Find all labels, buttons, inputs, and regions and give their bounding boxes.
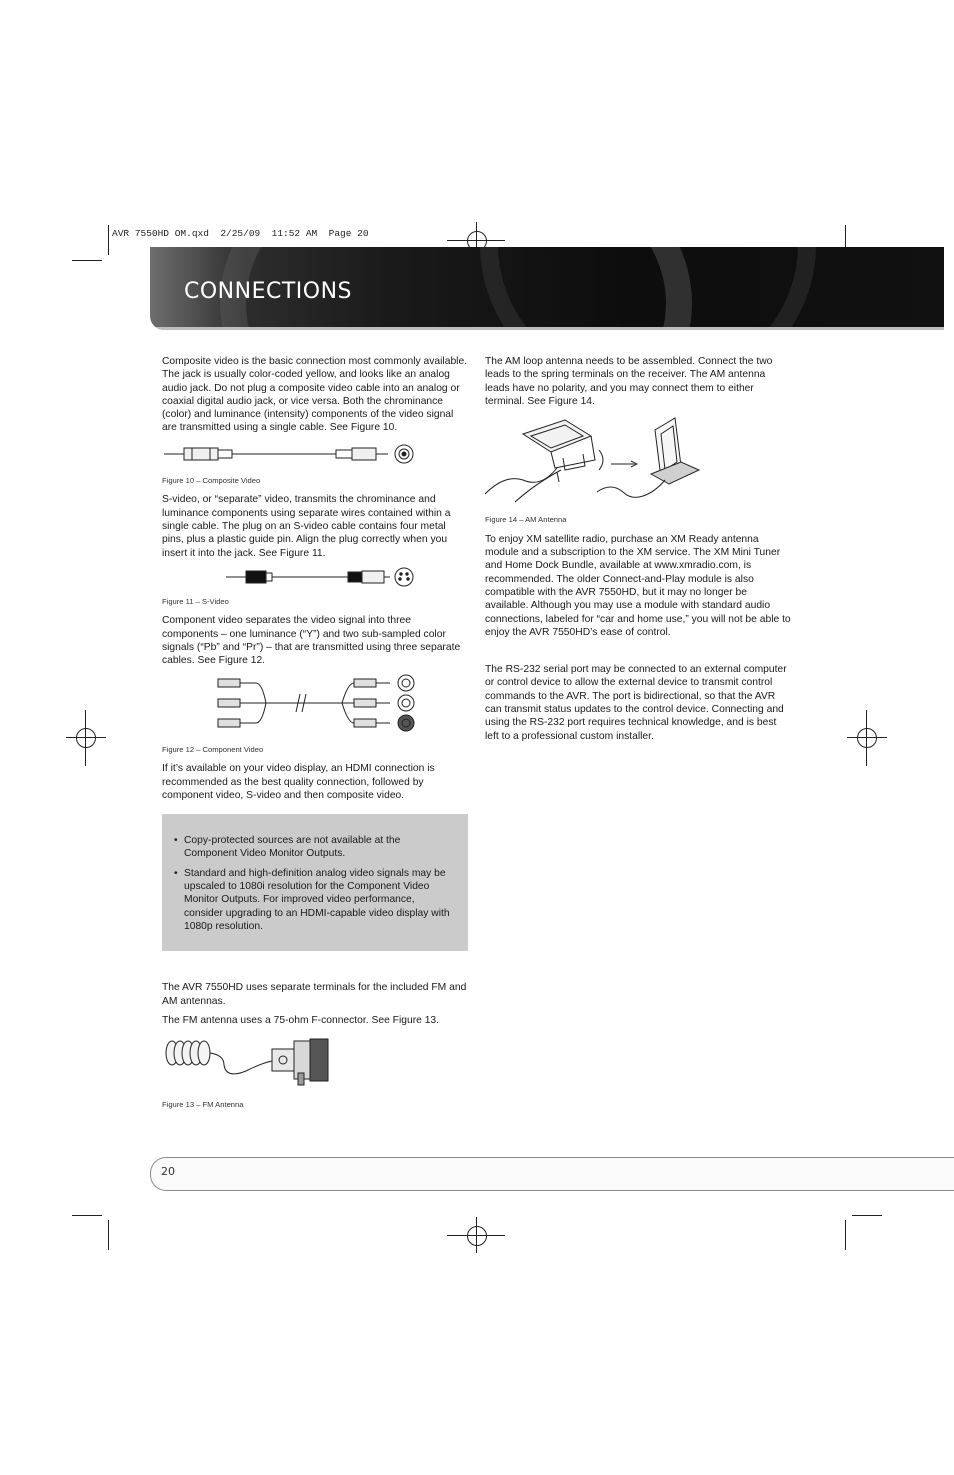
notes-box [162, 814, 468, 951]
figure-14-caption: Figure 14 – AM Antenna [485, 515, 567, 525]
composite-cable-illustration [162, 441, 468, 467]
figure-11-caption: Figure 11 – S-Video [162, 597, 229, 607]
section-title: CONNECTIONS [184, 279, 353, 304]
crop-mark [852, 1215, 882, 1216]
fm-antenna-illustration [162, 1033, 468, 1091]
svideo-paragraph: S-video, or “separate” video, transmits the chrominance and luminance components using separate wires contained within a single cable. The plug on an S-video cable contains four metal pins, plus a plastic guide pin. Align the plug correctly when you insert it into the jack. See Figure 11. [162, 494, 451, 559]
figure-12-caption: Figure 12 – Component Video [162, 744, 264, 754]
registration-line [476, 1217, 477, 1253]
figure-11-svideo [162, 566, 468, 592]
fm-antenna-paragraph: The FM antenna uses a 75-ohm F-connector. See Figure 13. [162, 1014, 440, 1026]
registration-line [66, 737, 106, 738]
figure-14-am-antenna [485, 414, 791, 510]
figure-12-component-video [162, 674, 468, 740]
crop-mark [72, 260, 102, 261]
registration-line [847, 737, 887, 738]
rs232-paragraph: The RS-232 serial port may be connected to an external computer or control device to allow the external device to transmit control commands to the AVR. The port is bidirectional, so that the AVR can transmit status updates to the control device. Connecting and using the RS-232 port requires technical knowledge, and is best left to a professional custom installer. [485, 664, 787, 742]
figure-13-caption: Figure 13 – FM Antenna [162, 1100, 244, 1110]
section-header-band [150, 247, 944, 330]
page-number: 20 [161, 1165, 175, 1178]
component-video-paragraph: Component video separates the video signal into three components – one luminance (“Y”) and two sub-sampled color signals (“Pb” and “Pr”) – that are transmitted using three separate cables. See Figure 12. [162, 615, 461, 667]
print-slug-line: AVR 7550HD OM.qxd 2/25/09 11:52 AM Page 20 [112, 228, 369, 239]
composite-video-paragraph: Composite video is the basic connection most commonly available. The jack is usually color-coded yellow, and looks like an analog audio jack. Do not plug a composite video cable into an analog or coaxial digital audio jack, or vice versa. Both the chrominance (color) and luminance (intensity) components of the video signal are transmitted using a single cable. See Figure 10. [162, 356, 468, 434]
notes-list [174, 834, 456, 933]
am-antenna-illustration [485, 414, 791, 506]
header-swoosh [480, 247, 816, 330]
registration-line [866, 710, 867, 766]
note-item: • Copy-protected sources are not available at the Component Video Monitor Outputs. [174, 834, 456, 861]
antenna-terminals-paragraph: The AVR 7550HD uses separate terminals for the included FM and AM antennas. [162, 982, 467, 1007]
left-column [162, 355, 468, 1118]
registration-line [85, 710, 86, 766]
right-column [485, 355, 791, 749]
registration-mark-left [76, 728, 96, 748]
crop-mark [108, 1220, 109, 1250]
page-footer [150, 1157, 954, 1191]
crop-mark [72, 1215, 102, 1216]
xm-radio-paragraph: To enjoy XM satellite radio, purchase an XM Ready antenna module and a subscription to the XM service. The XM Mini Tuner and Home Dock Bundle, available at www.xmradio.com, is recommended. The older Connect-and-Play module is also compatible with the AVR 7550HD, but it may no longer be available. Although you may use a module with standard audio connections, labeled for “car and home use,” you will not be able to enjoy the AVR 7550HD’s ease of control. [485, 533, 791, 638]
registration-mark-bottom [467, 1226, 487, 1246]
registration-mark-right [857, 728, 877, 748]
hdmi-recommendation-paragraph: If it’s available on your video display, an HDMI connection is recommended as the best quality connection, followed by component video, S-video and then composite video. [162, 763, 435, 801]
figure-10-caption: Figure 10 – Composite Video [162, 476, 261, 486]
figure-10-composite-video [162, 441, 468, 471]
figure-13-fm-antenna [162, 1033, 468, 1095]
note-item: • Standard and high-definition analog video signals may be upscaled to 1080i resolution for the Component Video Monitor Outputs. For improved video performance, consider upgrading to an HDMI-capable video display with 1080p resolution. [174, 867, 456, 933]
component-cable-illustration [162, 674, 468, 736]
crop-mark [845, 1220, 846, 1250]
crop-mark [108, 225, 109, 255]
header-rule [150, 327, 944, 330]
am-antenna-paragraph: The AM loop antenna needs to be assembled. Connect the two leads to the spring terminals on the receiver. The AM antenna leads have no polarity, and you may connect them to either terminal. See Figure 14. [485, 356, 773, 407]
svideo-cable-illustration [162, 566, 468, 588]
